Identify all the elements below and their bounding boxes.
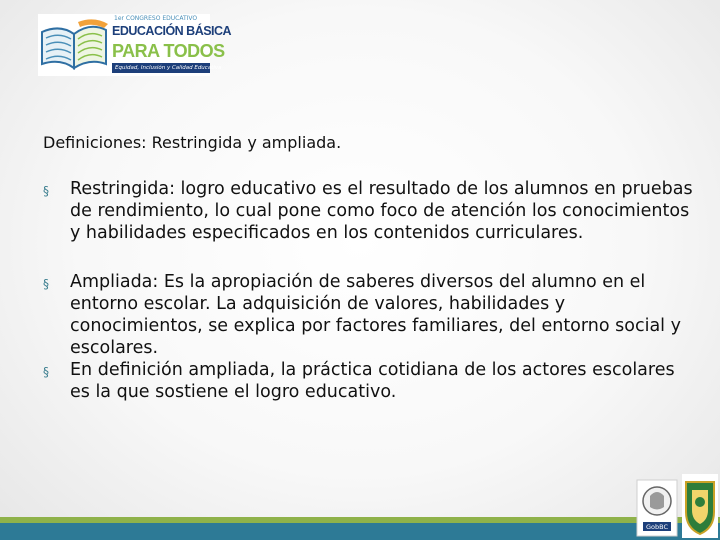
- bullet-item: [43, 271, 698, 359]
- bullet-marker: §: [43, 277, 49, 291]
- bullet-text: Restringida: logro educativo es el resultado de los alumnos en pruebas de rendimiento, lo cual pone como foco de atención los conocimientos y habilidades especificados en los contenidos curriculares.: [70, 179, 693, 243]
- bullet-item: [43, 359, 698, 403]
- slide-subtitle: Definiciones: Restringida y ampliada.: [43, 133, 342, 152]
- logo-line-1: EDUCACIÓN BÁSICA: [112, 24, 232, 38]
- logo-tagline: Equidad, Inclusión y Calidad Educativa: [112, 63, 210, 73]
- logo-educacion-basica: [38, 14, 232, 76]
- bullet-marker: §: [43, 184, 49, 198]
- bullet-item: [43, 178, 698, 244]
- government-seal-icon: [637, 480, 677, 536]
- gob-label: GobBC: [645, 523, 669, 531]
- footer-bar: [0, 523, 720, 540]
- open-book-icon: [38, 18, 110, 74]
- logo-line-2: PARA TODOS: [112, 41, 225, 61]
- bullet-text: Ampliada: Es la apropiación de saberes diversos del alumno en el entorno escolar. La adquisición de valores, habilidades y conocimientos, se explica por factores familiares, del entorno social y escolares.: [70, 272, 681, 358]
- bullet-text: En definición ampliada, la práctica cotidiana de los actores escolares es la que sostiene el logro educativo.: [70, 360, 675, 402]
- logo-small-text: 1er CONGRESO EDUCATIVO: [114, 15, 198, 22]
- bullet-marker: §: [43, 365, 49, 379]
- institution-shield-icon: [682, 474, 718, 538]
- bullet-list: [43, 178, 698, 403]
